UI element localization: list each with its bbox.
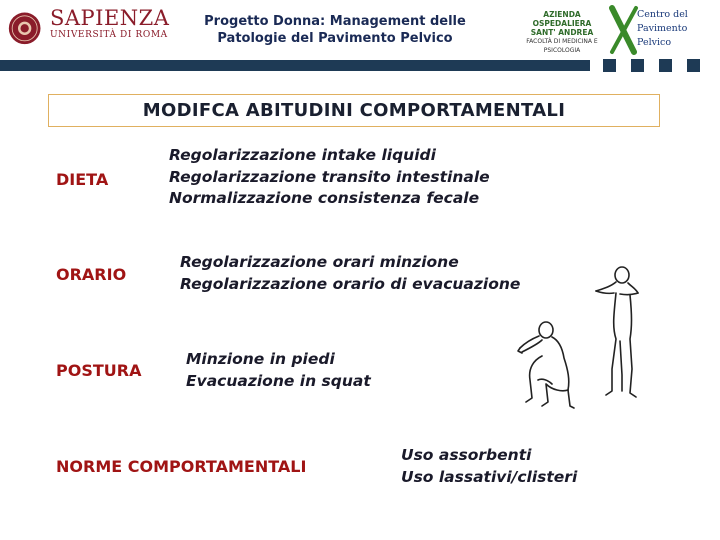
university-logo-text [50, 6, 169, 40]
centro-line3: Pelvico [637, 37, 672, 48]
list-item: Minzione in piedi [186, 350, 335, 368]
university-sub: UNIVERSITÀ DI ROMA [50, 30, 168, 40]
header-title-line2: Patologie del Pavimento Pelvico [217, 31, 453, 46]
band-square [603, 59, 616, 72]
list-item: Normalizzazione consistenza fecale [169, 189, 480, 207]
slide-title: MODIFCA ABITUDINI COMPORTAMENTALI [48, 94, 660, 127]
centro-line1: Centro del [637, 9, 688, 20]
section-items-norme [401, 445, 577, 488]
section-label-postura: POSTURA [56, 361, 142, 380]
list-item: Uso assorbenti [401, 446, 532, 464]
list-item: Regolarizzazione transito intestinale [169, 167, 490, 186]
university-main: SAPIENZA [50, 6, 170, 30]
section-items-orario [180, 252, 520, 295]
centro-text [637, 8, 688, 50]
sapienza-seal-icon [8, 8, 48, 52]
standing-figure-icon [592, 265, 642, 401]
section-label-dieta: DIETA [56, 170, 109, 189]
squat-figure-icon [512, 318, 578, 412]
list-item: Evacuazione in squat [186, 371, 371, 390]
header-title-line1: Progetto Donna: Management delle [204, 14, 466, 29]
header-title [176, 13, 494, 47]
band-square [631, 59, 644, 72]
hospital-line2: SANT' ANDREA [530, 28, 594, 37]
hospital-line3: FACOLTÀ DI MEDICINA E PSICOLOGIA [526, 38, 598, 54]
list-item: Regolarizzazione intake liquidi [169, 146, 436, 164]
section-items-postura [186, 349, 371, 392]
section-label-norme: NORME COMPORTAMENTALI [56, 457, 307, 476]
list-item: Regolarizzazione orari minzione [180, 253, 459, 271]
hospital-name [518, 10, 606, 55]
section-label-orario: ORARIO [56, 265, 127, 284]
band-square [687, 59, 700, 72]
header [0, 0, 720, 62]
centro-line2: Pavimento [637, 23, 688, 34]
section-items-dieta [169, 145, 490, 210]
list-item: Uso lassativi/clisteri [401, 467, 578, 486]
hospital-line1: AZIENDA OSPEDALIERA [532, 10, 592, 28]
header-band [0, 60, 590, 71]
list-item: Regolarizzazione orario di evacuazione [180, 274, 521, 293]
band-square [659, 59, 672, 72]
